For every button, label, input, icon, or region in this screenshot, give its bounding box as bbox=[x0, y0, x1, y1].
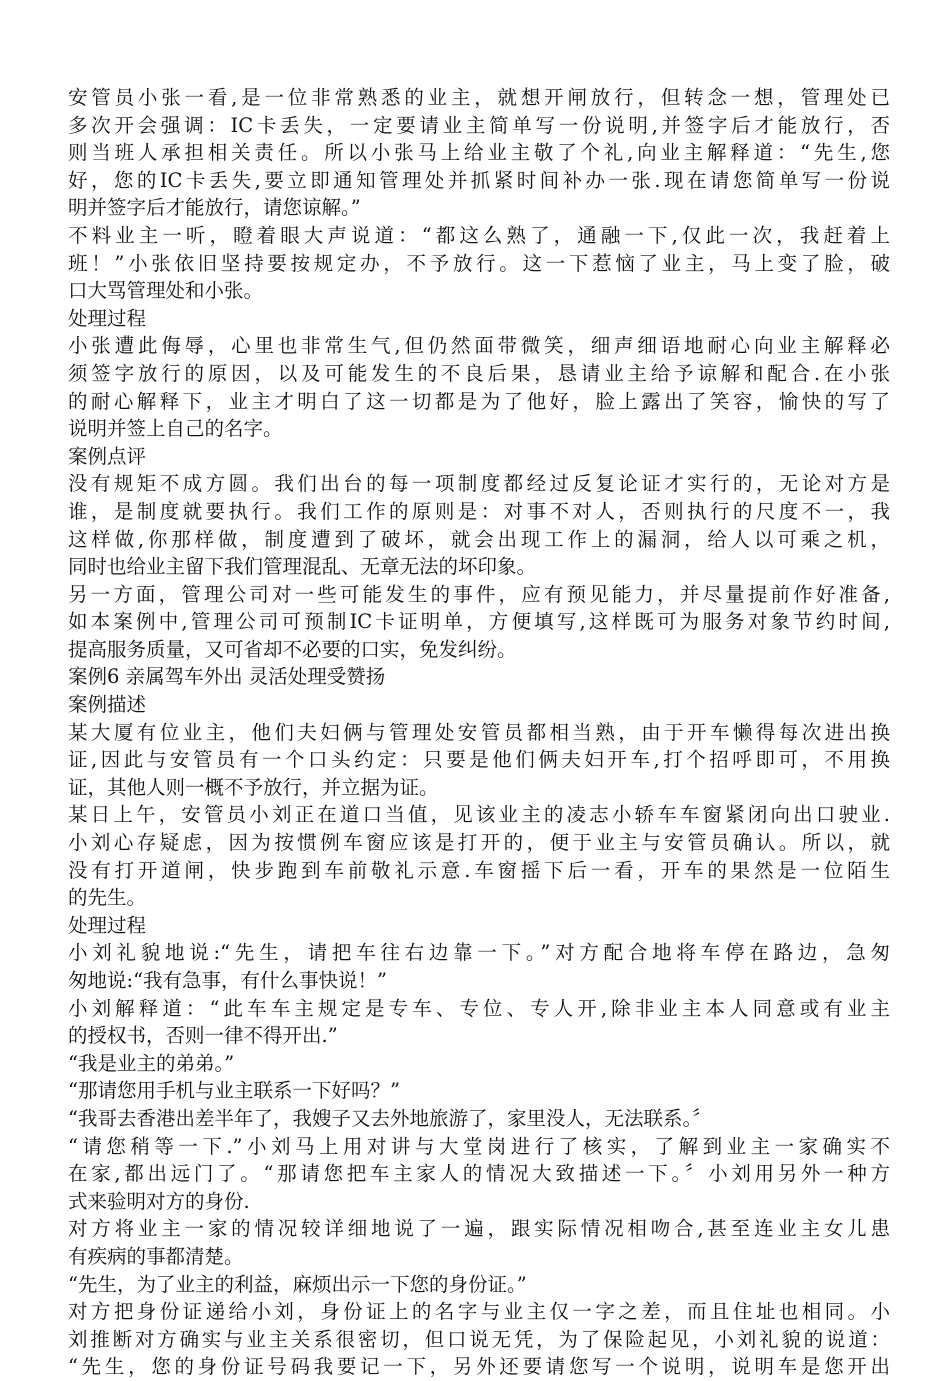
text-line: 的耐心解释下，业主才明白了这一切都是为了他好，脸上露出了笑容，愉快的写了 bbox=[68, 389, 890, 413]
text-line: 有疾病的事都清楚。 bbox=[68, 1244, 244, 1268]
text-line: 班！”小张依旧坚持要按规定办，不予放行。这一下惹恼了业主，马上变了脸，破 bbox=[68, 251, 890, 275]
text-line: 某大厦有位业主，他们夫妇俩与管理处安管员都相当熟，由于开车懒得每次进出换 bbox=[68, 720, 890, 744]
text-line: 同时也给业主留下我们管理混乱、无章无法的坏印象。 bbox=[68, 555, 537, 579]
text-line: 处理过程 bbox=[68, 306, 147, 330]
text-line: 口大骂管理处和小张。 bbox=[68, 279, 264, 303]
text-line: 另一方面，管理公司对一些可能发生的事件，应有预见能力，并尽量提前作好准备, bbox=[68, 582, 890, 606]
text-line: 提高服务质量，又可省却不必要的口实，免发纠纷。 bbox=[68, 637, 517, 661]
text-line: 如本案例中,管理公司可预制IC卡证明单，方便填写,这样既可为服务对象节约时间, bbox=[68, 610, 890, 634]
text-line: 案例描述 bbox=[68, 693, 147, 717]
text-line: 对方把身份证递给小刘，身份证上的名字与业主仅一字之差，而且住址也相同。小 bbox=[68, 1300, 890, 1324]
text-line: 谁，是制度就要执行。我们工作的原则是：对事不对人，否则执行的尺度不一，我 bbox=[68, 499, 890, 523]
text-line: 式来验明对方的身份. bbox=[68, 1189, 250, 1213]
text-line: “先生，为了业主的利益，麻烦出示一下您的身份证。” bbox=[68, 1272, 527, 1296]
text-line: 的先生。 bbox=[68, 886, 147, 910]
text-line: “请您稍等一下.”小刘马上用对讲与大堂岗进行了核实，了解到业主一家确实不 bbox=[68, 1134, 890, 1158]
text-line: “那请您用手机与业主联系一下好吗？” bbox=[68, 1079, 400, 1103]
text-line: 多次开会强调：IC卡丢失，一定要请业主简单写一份说明,并签字后才能放行，否 bbox=[68, 113, 890, 137]
text-line: 小刘解释道：“此车车主规定是专车、专位、专人开,除非业主本人同意或有业主 bbox=[68, 996, 890, 1020]
text-line: 小张遭此侮辱，心里也非常生气,但仍然面带微笑，细声细语地耐心向业主解释必 bbox=[68, 334, 890, 358]
text-line: 小刘心存疑虑，因为按惯例车窗应该是打开的，便于业主与安管员确认。所以，就 bbox=[68, 831, 890, 855]
text-line: 明并签字后才能放行，请您谅解。” bbox=[68, 196, 361, 220]
text-line: “我是业主的弟弟。” bbox=[68, 1051, 235, 1075]
text-line: 匆地说:“我有急事，有什么事快说！” bbox=[68, 969, 388, 992]
text-line: 安管员小张一看,是一位非常熟悉的业主，就想开闸放行，但转念一想，管理处已 bbox=[68, 86, 890, 109]
text-line: 没有规矩不成方圆。我们出台的每一项制度都经过反复论证才实行的，无论对方是 bbox=[68, 472, 890, 496]
text-line: “先生，您的身份证号码我要记一下，另外还要请您写一个说明，说明车是您开出 bbox=[68, 1355, 890, 1379]
text-line: 证,因此与安管员有一个口头约定：只要是他们俩夫妇开车,打个招呼即可，不用换 bbox=[68, 748, 890, 772]
text-line: 刘推断对方确实与业主关系很密切，但口说无凭，为了保险起见，小刘礼貌的说道： bbox=[68, 1327, 890, 1351]
text-line: 没有打开道闸，快步跑到车前敬礼示意.车窗摇下后一看，开车的果然是一位陌生 bbox=[68, 858, 890, 882]
document-page bbox=[68, 84, 890, 1381]
text-line: 案例6 亲属驾车外出 灵活处理受赞扬 bbox=[68, 665, 386, 689]
text-line: “我哥去香港出差半年了，我嫂子又去外地旅游了，家里没人，无法联系。〞 bbox=[68, 1106, 712, 1130]
text-line: 则当班人承担相关责任。所以小张马上给业主敬了个礼,向业主解释道：“先生,您 bbox=[68, 141, 890, 165]
text-line: 好，您的IC卡丢失,要立即通知管理处并抓紧时间补办一张.现在请您简单写一份说 bbox=[68, 168, 890, 192]
text-line: 这样做,你那样做，制度遭到了破坏，就会出现工作上的漏洞，给人以可乘之机， bbox=[68, 527, 890, 551]
text-line: 处理过程 bbox=[68, 913, 147, 937]
text-line: 说明并签上自己的名字。 bbox=[68, 417, 283, 441]
text-line: 须签字放行的原因，以及可能发生的不良后果，恳请业主给予谅解和配合.在小张 bbox=[68, 361, 890, 385]
text-line: 某日上午，安管员小刘正在道口当值，见该业主的凌志小轿车车窗紧闭向出口驶业. bbox=[68, 803, 890, 827]
text-line: 的授权书，否则一律不得开出.” bbox=[68, 1024, 338, 1048]
text-line: 对方将业主一家的情况较详细地说了一遍，跟实际情况相吻合,甚至连业主女儿患 bbox=[68, 1217, 890, 1241]
text-line: 不料业主一听，瞪着眼大声说道：“都这么熟了，通融一下,仅此一次，我赶着上 bbox=[68, 223, 890, 247]
text-line: 案例点评 bbox=[68, 444, 147, 468]
text-line: 小刘礼貌地说:“先生，请把车往右边靠一下。”对方配合地将车停在路边，急匆 bbox=[68, 941, 890, 965]
text-line: 在家,都出远门了。“那请您把车主家人的情况大致描述一下。〞小刘用另外一种方 bbox=[68, 1162, 890, 1186]
text-line: 证，其他人则一概不予放行，并立据为证。 bbox=[68, 775, 439, 799]
